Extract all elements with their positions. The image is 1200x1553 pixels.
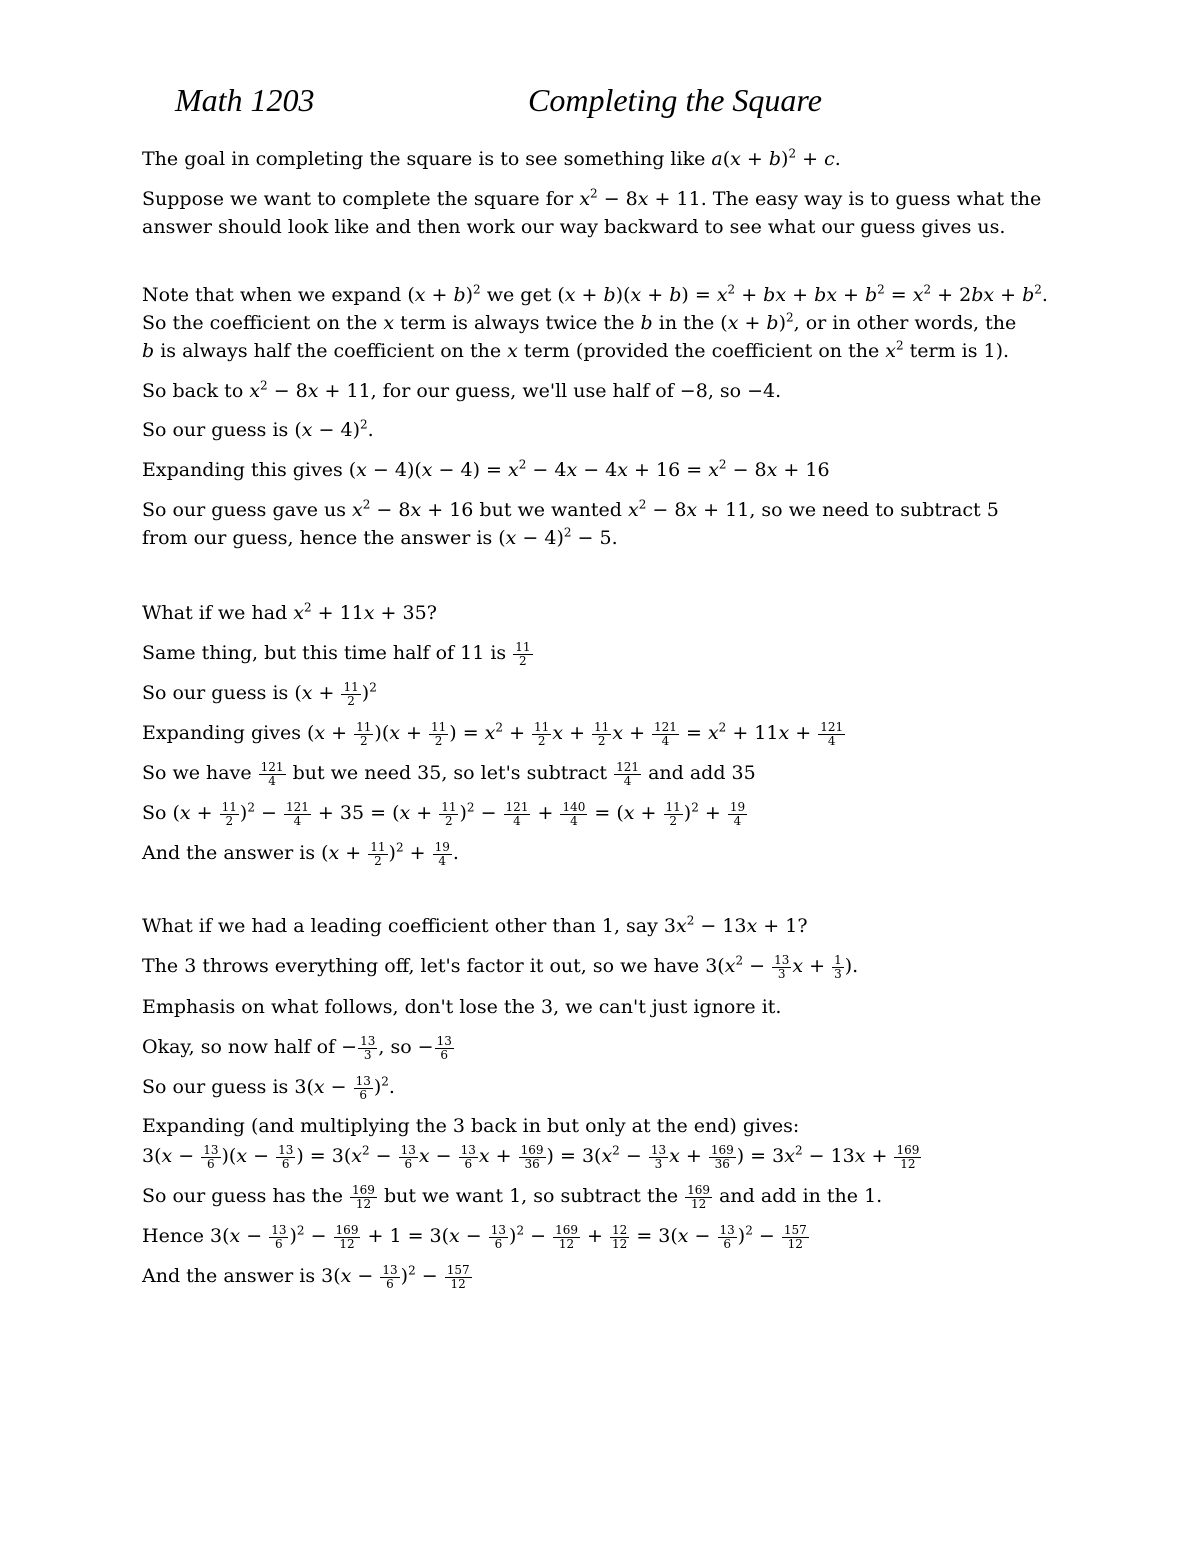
text-line: So back to $x^2 - 8x + 11$, for our guess, we'll use half of −8, so −4. (142, 378, 782, 402)
text-line: Hence 3(x − $\frac{13}{6}$ )$^2$ − $\frac{169}{12}$ + 1 = 3(x − $\frac{13}{6}$ )$^2$ − $\frac{169}{12}$ + $\frac{12}{12}$ = 3(x − $\frac{13}{6}$ )$^2$ − $\frac{157}{12}$ (142, 1222, 807, 1251)
text-line: So our guess has the $\frac{169}{12}$ but we want 1, so subtract the $\frac{169}{12}$ and add in the 1. (142, 1182, 883, 1211)
text-line: So (x + $\frac{11}{2}$ )$^2$ − $\frac{121}{4}$ + 35 = (x + $\frac{11}{2}$ )$^2$ − $\frac{121}{4}$ + $\frac{140}{4}$ = (x + $\frac{11}{2}$ )$^2$ + $\frac{19}{4}$ (142, 799, 746, 828)
text-line: Okay, so now half of − $\frac{13}{3}$ , so − $\frac{13}{6}$ (142, 1033, 452, 1062)
course-title: Math 1203 (175, 82, 315, 118)
text-line: What if we had $x^2 + 11x + 35$? (142, 600, 437, 624)
text-line: Note that when we expand $(x + b)^2$ we get $(x + b)(x + b) = x^2$ + bx + bx + $b^2 = x^2 + 2bx + b^2$. (142, 282, 1048, 306)
text-line: So we have $\frac{121}{4}$ but we need 35, so let's subtract $\frac{121}{4}$ and add 35 (142, 759, 756, 788)
text-line: So our guess is $(x - 4)^2$. (142, 417, 374, 441)
topic-title: Completing the Square (528, 82, 822, 118)
text-line: And the answer is (x + $\frac{11}{2}$ )$^2$ + $\frac{19}{4}$ . (142, 839, 459, 868)
text-line: Expanding gives (x + $\frac{11}{2}$ )(x + $\frac{11}{2}$ ) = $x^2$ + $\frac{11}{2}$ x + $\frac{11}{2}$ x + $\frac{121}{4}$ = $x^2 + 11x$ + $\frac{121}{4}$ (142, 719, 844, 748)
text-line: Expanding (and multiplying the 3 back in but only at the end) gives: (142, 1115, 800, 1137)
text-paragraph: Suppose we want to complete the square for $x^2 - 8x + 11$. The easy way is to guess what the answer should look like and then work our way backward to see what our guess gives us. (142, 186, 1042, 238)
text-line: Expanding this gives $(x - 4)(x - 4) = x^2 - 4x - 4x + 16 = x^2 - 8x + 16$ (142, 457, 830, 481)
text-line: So our guess is (x + $\frac{11}{2}$ )$^2$ (142, 679, 377, 708)
text-line: b is always half the coefficient on the x term (provided the coefficient on the $x^2$ term is 1). (142, 338, 1010, 362)
text-line: Same thing, but this time half of 11 is $\frac{11}{2}$ (142, 639, 531, 668)
text-line: The 3 throws everything off, let's factor it out, so we have $3(x^2$ − $\frac{13}{3}$ x + $\frac{1}{3}$ ). (142, 952, 859, 981)
text-line: What if we had a leading coefficient other than 1, say $3x^2 - 13x + 1$? (142, 913, 808, 937)
text-line: 3(x − $\frac{13}{6}$ )(x − $\frac{13}{6}$ ) = $3(x^2$ − $\frac{13}{6}$ x − $\frac{13}{6}$ x + $\frac{169}{36}$ ) = $3(x^2$ − $\frac{13}{3}$ x + $\frac{169}{36}$ ) = $3x^2 - 13x$ + $\frac{169}{12}$ (142, 1142, 920, 1171)
text-line: from our guess, hence the answer is $(x - 4)^2 - 5$. (142, 525, 618, 549)
text-line: So our guess gave us $x^2 - 8x + 16$ but we wanted $x^2 - 8x + 11$, so we need to subtract 5 (142, 497, 999, 521)
text-line: So our guess is 3(x − $\frac{13}{6}$ )$^2$. (142, 1073, 395, 1102)
text-line: And the answer is 3(x − $\frac{13}{6}$ )$^2$ − $\frac{157}{12}$ (142, 1262, 470, 1291)
text-line: So the coefficient on the x term is always twice the b in the $(x + b)^2$, or in other words, the (142, 310, 1017, 334)
text-line: The goal in completing the square is to see something like $a(x + b)^2 + c$. (142, 146, 841, 170)
text-line: Emphasis on what follows, don't lose the 3, we can't just ignore it. (142, 996, 782, 1018)
